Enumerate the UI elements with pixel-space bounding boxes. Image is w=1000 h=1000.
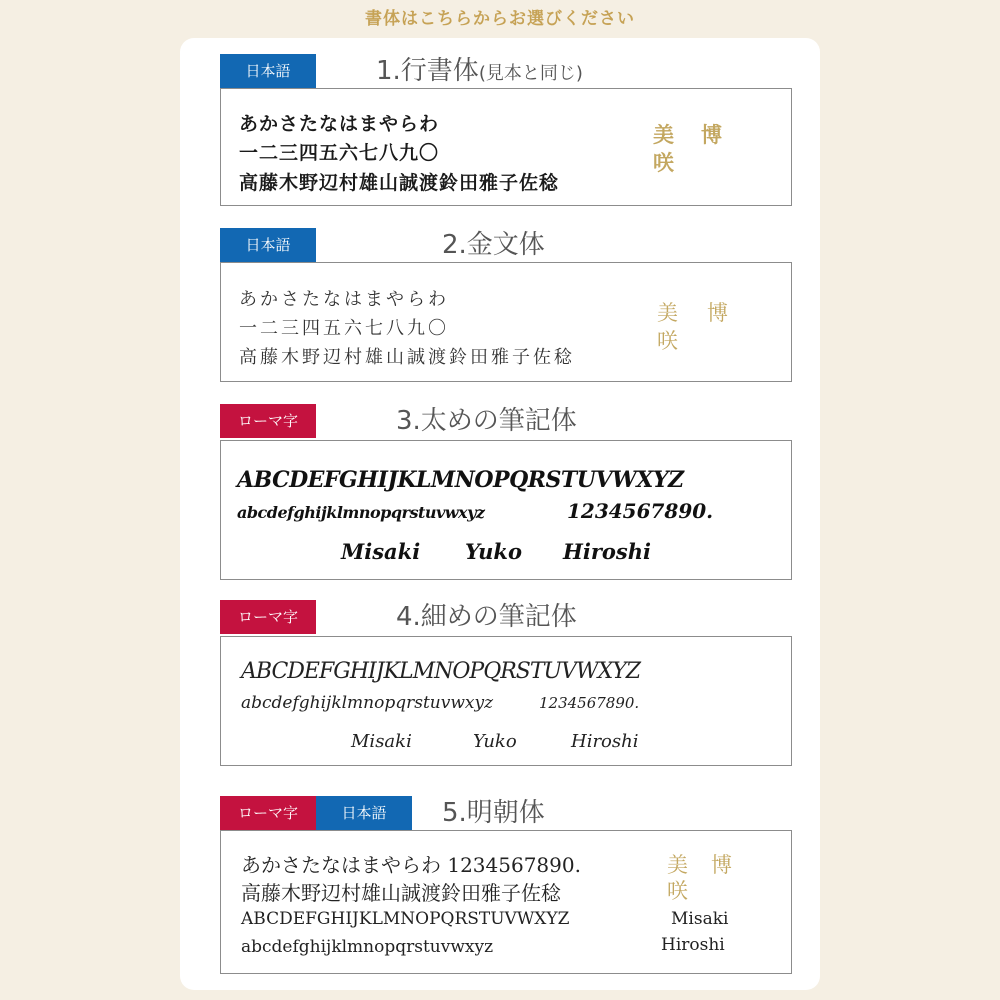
- japanese-tag: 日本語: [316, 796, 412, 830]
- sample-name-char: 咲: [657, 329, 678, 353]
- sample-name-char: 美: [653, 122, 674, 147]
- romaji-tag: ローマ字: [220, 600, 316, 634]
- font-sample-box: [220, 830, 792, 974]
- font-option-mincho[interactable]: [220, 796, 792, 974]
- sample-name: Misaki: [671, 909, 729, 929]
- sample-kana: あかさたなはまやらわ: [239, 289, 449, 310]
- sample-kana: あかさたなはまやらわ: [239, 113, 440, 135]
- sample-numerals: 一二三四五六七八九〇: [239, 318, 449, 339]
- sample-name-char: 博: [701, 122, 722, 147]
- romaji-tag: ローマ字: [220, 796, 316, 830]
- sample-uppercase: ABCDEFGHIJKLMNOPQRSTUVWXYZ: [237, 467, 684, 493]
- japanese-tag: 日本語: [220, 54, 316, 88]
- sample-name-char: 博: [707, 301, 728, 325]
- font-sample-box: [220, 440, 792, 580]
- sample-name-char: 美: [667, 853, 688, 877]
- sample-name: Misaki: [341, 539, 421, 564]
- sample-name: Yuko: [465, 539, 522, 564]
- sample-kanji: 高藤木野辺村雄山誠渡鈴田雅子佐稔: [241, 881, 561, 905]
- font-sample-box: [220, 262, 792, 382]
- sample-name: Hiroshi: [661, 935, 725, 955]
- font-option-thin-script[interactable]: [220, 600, 792, 766]
- font-option-bold-script[interactable]: [220, 404, 792, 580]
- sample-kanji: 高藤木野辺村雄山誠渡鈴田雅子佐稔: [239, 347, 575, 368]
- font-title: 5.明朝体: [442, 798, 545, 828]
- font-option-gyosho[interactable]: [220, 54, 792, 206]
- font-title: 3.太めの筆記体: [396, 406, 577, 436]
- sample-digits: 1234567890.: [567, 499, 714, 523]
- page-banner: 書体はこちらからお選びください: [365, 9, 635, 29]
- sample-name: Yuko: [473, 731, 517, 752]
- sample-name: Misaki: [351, 731, 412, 752]
- sample-name: Hiroshi: [571, 731, 639, 752]
- sample-kanji: 高藤木野辺村雄山誠渡鈴田雅子佐稔: [239, 172, 560, 194]
- font-option-kinbun[interactable]: [220, 228, 792, 382]
- sample-lowercase: abcdefghijklmnopqrstuvwxyz: [237, 503, 485, 522]
- sample-digits: 1234567890.: [539, 694, 640, 712]
- romaji-tag: ローマ字: [220, 404, 316, 438]
- sample-lowercase: abcdefghijklmnopqrstuvwxyz: [241, 937, 494, 957]
- font-title: 1.行書体(見本と同じ): [376, 56, 583, 86]
- japanese-tag: 日本語: [220, 228, 316, 262]
- sample-kana-digits: あかさたなはまやらわ 1234567890.: [241, 853, 581, 877]
- sample-name: Hiroshi: [563, 539, 651, 564]
- sample-name-char: 咲: [653, 150, 674, 175]
- sample-uppercase: ABCDEFGHIJKLMNOPQRSTUVWXYZ: [241, 659, 641, 684]
- font-sample-box: [220, 88, 792, 206]
- sample-uppercase: ABCDEFGHIJKLMNOPQRSTUVWXYZ: [241, 909, 570, 929]
- sample-lowercase: abcdefghijklmnopqrstuvwxyz: [241, 693, 494, 713]
- sample-numerals: 一二三四五六七八九〇: [239, 142, 440, 164]
- font-title: 4.細めの筆記体: [396, 602, 577, 632]
- sample-name-char: 博: [711, 853, 732, 877]
- font-sample-box: [220, 636, 792, 766]
- sample-name-char: 咲: [667, 879, 688, 903]
- sample-name-char: 美: [657, 301, 678, 325]
- font-title: 2.金文体: [442, 230, 545, 260]
